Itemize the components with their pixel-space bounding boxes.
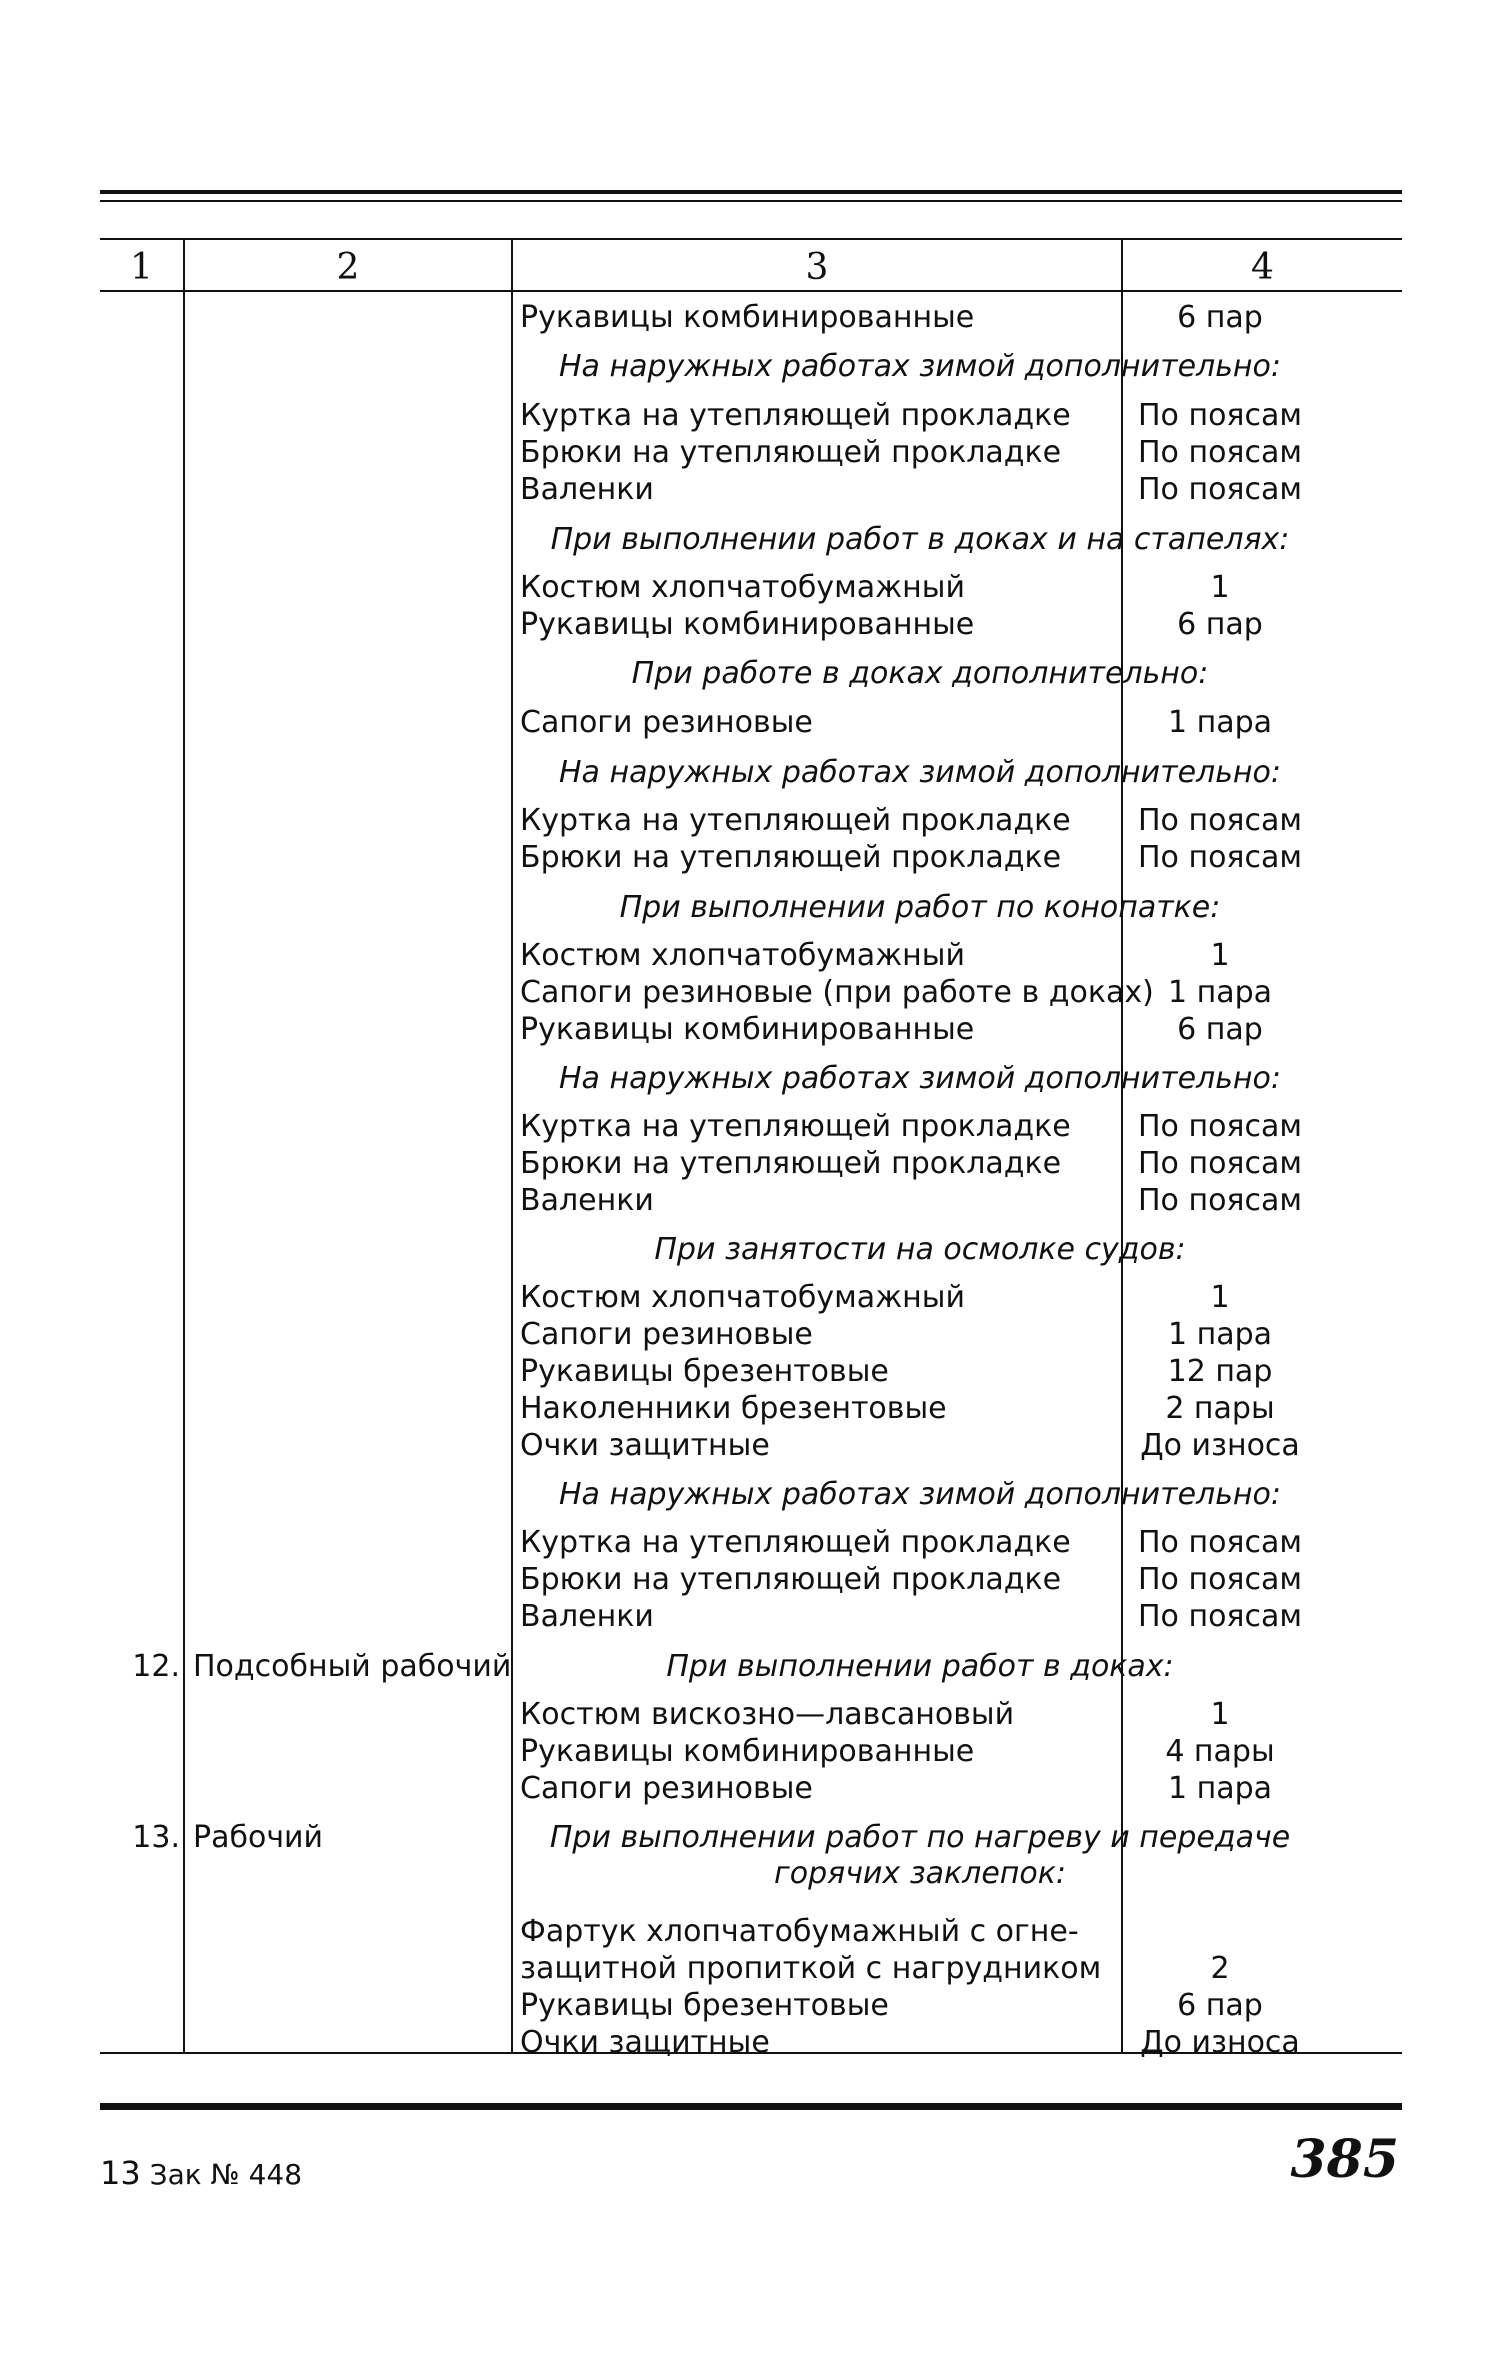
item-name: Брюки на утепляющей прокладке: [520, 1562, 1062, 1597]
item-quantity: 1 пара: [1167, 975, 1273, 1010]
item-name: Наколенники брезентовые: [520, 1391, 947, 1426]
footer-rule: [100, 2103, 1402, 2110]
item-name: Валенки: [520, 1183, 654, 1218]
item-name: Рукавицы комбинированные: [520, 300, 975, 335]
item-quantity: По поясам: [1138, 840, 1302, 875]
job-title: Подсобный рабочий: [193, 1649, 512, 1684]
header-col-3: 3: [805, 247, 829, 288]
item-name: Куртка на утепляющей прокладке: [520, 803, 1071, 838]
item-name: Очки защитные: [520, 2025, 770, 2060]
item-quantity: По поясам: [1138, 1109, 1302, 1144]
item-quantity: 1 пара: [1167, 705, 1273, 740]
item-name: Рукавицы брезентовые: [520, 1988, 889, 2023]
item-quantity: 6 пар: [1177, 607, 1263, 642]
item-name: Брюки на утепляющей прокладке: [520, 840, 1062, 875]
order-number: Зак № 448: [149, 2158, 303, 2191]
section-subheading: При выполнении работ по нагреву и передаче: [549, 1820, 1291, 1855]
item-quantity: По поясам: [1138, 1525, 1302, 1560]
item-quantity: 2 пары: [1165, 1391, 1275, 1426]
item-name: Куртка на утепляющей прокладке: [520, 1109, 1071, 1144]
item-quantity: 1 пара: [1167, 1771, 1273, 1806]
section-subheading: При выполнении работ по конопатке:: [619, 890, 1221, 925]
item-quantity: По поясам: [1138, 803, 1302, 838]
item-name: защитной пропиткой с нагрудником: [520, 1951, 1102, 1986]
item-name: Костюм вискозно—лавсановый: [520, 1697, 1015, 1732]
section-subheading: При работе в доках дополнительно:: [631, 656, 1209, 691]
order-info: [100, 2153, 302, 2195]
item-name: Костюм хлопчатобумажный: [520, 938, 965, 973]
section-subheading: При выполнении работ в доках:: [666, 1649, 1174, 1684]
item-quantity: 12 пар: [1167, 1354, 1273, 1389]
item-name: Рукавицы брезентовые: [520, 1354, 889, 1389]
header-top-line: [100, 238, 1402, 240]
item-name: Рукавицы комбинированные: [520, 1734, 975, 1769]
item-name: Очки защитные: [520, 1428, 770, 1463]
item-name: Сапоги резиновые (при работе в доках): [520, 975, 1154, 1010]
header-col-2: 2: [336, 247, 360, 288]
item-quantity: 1: [1210, 1697, 1230, 1732]
item-quantity: По поясам: [1138, 1183, 1302, 1218]
item-quantity: По поясам: [1138, 1146, 1302, 1181]
item-name: Брюки на утепляющей прокладке: [520, 435, 1062, 470]
item-name: Сапоги резиновые: [520, 705, 813, 740]
job-title: Рабочий: [193, 1820, 324, 1855]
section-subheading: При занятости на осмолке судов:: [654, 1232, 1186, 1267]
section-subheading: На наружных работах зимой дополнительно:: [558, 1477, 1281, 1512]
item-quantity: По поясам: [1138, 398, 1302, 433]
row-number: 12.: [132, 1649, 180, 1684]
item-name: Валенки: [520, 1599, 654, 1634]
row-number: 13.: [132, 1820, 180, 1855]
item-name: Сапоги резиновые: [520, 1771, 813, 1806]
header-col-1: 1: [130, 247, 153, 288]
item-name: Костюм хлопчатобумажный: [520, 570, 965, 605]
item-quantity: По поясам: [1138, 1562, 1302, 1597]
item-name: Валенки: [520, 472, 654, 507]
section-subheading: На наружных работах зимой дополнительно:: [558, 755, 1281, 790]
column-divider-2: [511, 238, 513, 2054]
item-quantity: По поясам: [1138, 1599, 1302, 1634]
header-col-4: 4: [1251, 247, 1274, 288]
item-name: Рукавицы комбинированные: [520, 1012, 975, 1047]
item-name: Куртка на утепляющей прокладке: [520, 1525, 1071, 1560]
item-quantity: До износа: [1140, 1428, 1300, 1463]
section-subheading: При выполнении работ в доках и на стапелях:: [550, 522, 1290, 557]
item-quantity: 6 пар: [1177, 1988, 1263, 2023]
item-quantity: 2: [1210, 1951, 1230, 1986]
item-quantity: 1: [1210, 938, 1230, 973]
item-name: Рукавицы комбинированные: [520, 607, 975, 642]
column-divider-1: [183, 238, 185, 2054]
section-subheading: горячих заклепок:: [773, 1856, 1066, 1891]
page-number: 385: [1290, 2129, 1399, 2190]
item-quantity: [1120, 1913, 1320, 1950]
item-quantity: 4 пары: [1165, 1734, 1275, 1769]
item-quantity: 6 пар: [1177, 1012, 1263, 1047]
item-quantity: По поясам: [1138, 435, 1302, 470]
item-name: Сапоги резиновые: [520, 1317, 813, 1352]
item-name: Брюки на утепляющей прокладке: [520, 1146, 1062, 1181]
order-prefix: 13: [100, 2154, 141, 2192]
item-name: Куртка на утепляющей прокладке: [520, 398, 1071, 433]
item-quantity: 1: [1210, 570, 1230, 605]
section-subheading: На наружных работах зимой дополнительно:: [558, 1061, 1281, 1096]
item-quantity: До износа: [1140, 2025, 1300, 2060]
item-quantity: 1 пара: [1167, 1317, 1273, 1352]
item-quantity: 6 пар: [1177, 300, 1263, 335]
item-name: Фартук хлопчатобумажный с огне-: [520, 1914, 1079, 1949]
item-quantity: По поясам: [1138, 472, 1302, 507]
top-rule-thick: [100, 190, 1402, 194]
section-subheading: На наружных работах зимой дополнительно:: [558, 349, 1281, 384]
item-name: Костюм хлопчатобумажный: [520, 1280, 965, 1315]
item-quantity: 1: [1210, 1280, 1230, 1315]
top-rule-thin: [100, 200, 1402, 202]
